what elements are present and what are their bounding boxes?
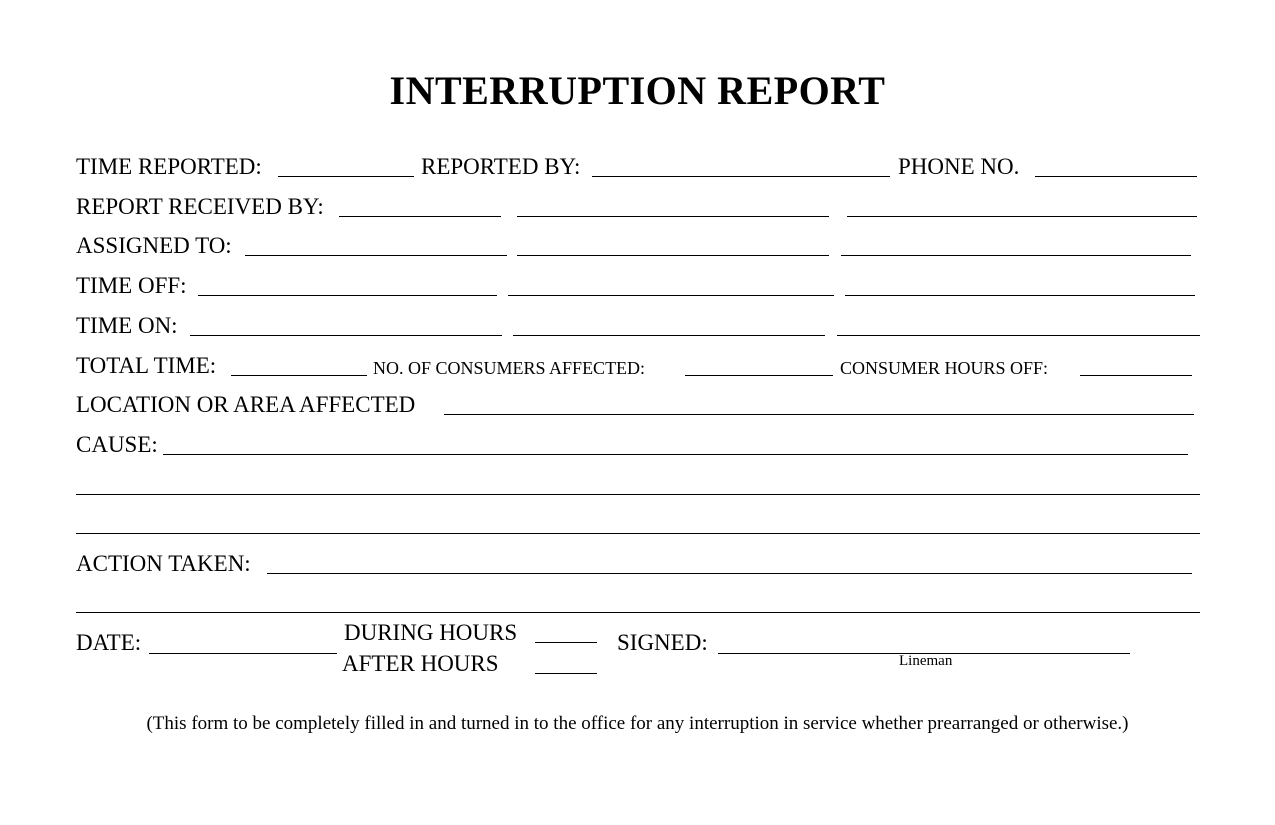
report-received-by-field-1[interactable] [339,216,501,217]
location-label: LOCATION OR AREA AFFECTED [76,392,416,417]
phone-no-field[interactable] [1035,176,1197,177]
report-received-by-field-3[interactable] [847,216,1197,217]
during-hours-label: DURING HOURS [344,620,518,645]
time-off-field-1[interactable] [198,295,497,296]
cause-continuation-line-1[interactable] [76,494,1200,495]
assigned-to-field-1[interactable] [245,255,507,256]
time-on-field-2[interactable] [513,335,825,336]
phone-no-label: PHONE NO. [898,154,1020,179]
after-hours-label: AFTER HOURS [342,651,499,676]
lineman-caption: Lineman [899,653,953,669]
action-taken-field[interactable] [267,573,1192,574]
row-location [76,390,1200,420]
row-date-signed [76,620,1200,683]
row-total-time [76,351,1200,381]
date-field[interactable] [149,653,337,654]
time-on-field-3[interactable] [837,335,1200,336]
row-time-off [76,271,1200,301]
date-label: DATE: [76,630,142,655]
action-taken-label: ACTION TAKEN: [76,551,251,576]
signed-label: SIGNED: [617,630,708,655]
time-on-field-1[interactable] [190,335,502,336]
assigned-to-field-3[interactable] [841,255,1191,256]
row-report-received-by [76,192,1200,222]
reported-by-label: REPORTED BY: [421,154,581,179]
row-action-taken [76,549,1200,579]
time-reported-field[interactable] [278,176,414,177]
consumer-hours-off-label: CONSUMER HOURS OFF: [840,358,1049,378]
row-time-reported [76,152,1200,182]
time-off-field-2[interactable] [508,295,834,296]
consumers-affected-field[interactable] [685,375,833,376]
reported-by-field[interactable] [592,176,890,177]
row-cause [76,430,1200,460]
consumer-hours-off-field[interactable] [1080,375,1192,376]
row-time-on [76,311,1200,341]
total-time-label: TOTAL TIME: [76,353,217,378]
after-hours-field[interactable] [535,673,597,674]
total-time-field[interactable] [231,375,367,376]
report-received-by-label: REPORT RECEIVED BY: [76,194,324,219]
time-on-label: TIME ON: [76,313,178,338]
cause-label: CAUSE: [76,432,158,457]
consumers-affected-label: NO. OF CONSUMERS AFFECTED: [373,358,646,378]
during-hours-field[interactable] [535,642,597,643]
assigned-to-field-2[interactable] [517,255,829,256]
cause-continuation-line-2[interactable] [76,533,1200,534]
time-reported-label: TIME REPORTED: [76,154,262,179]
report-received-by-field-2[interactable] [517,216,829,217]
assigned-to-label: ASSIGNED TO: [76,233,232,258]
time-off-field-3[interactable] [845,295,1195,296]
time-off-label: TIME OFF: [76,273,187,298]
location-field[interactable] [444,414,1194,415]
row-assigned-to [76,231,1200,261]
footer-note: (This form to be completely filled in and turned in to the office for any interruption in service whether prearranged or otherwise.) [146,713,1129,734]
form-title: INTERRUPTION REPORT [389,68,886,113]
action-taken-continuation-line[interactable] [76,612,1200,613]
cause-field[interactable] [163,454,1188,455]
